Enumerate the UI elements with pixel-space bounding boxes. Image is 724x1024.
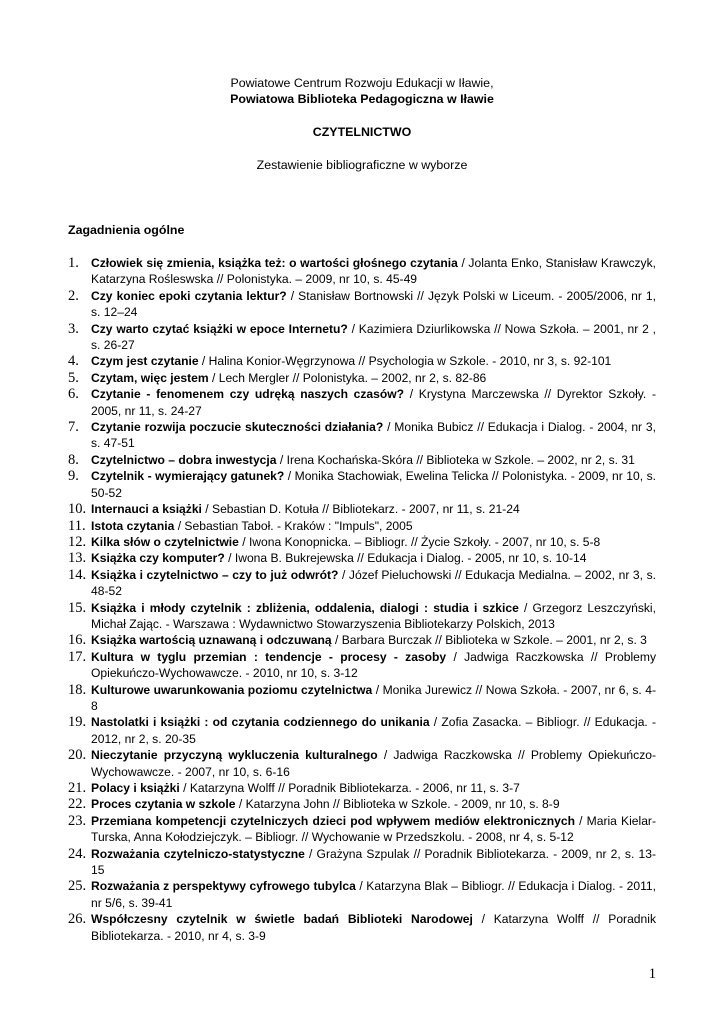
entry-number: 12. bbox=[68, 533, 87, 550]
entry-number: 19. bbox=[68, 714, 87, 731]
entry-title: Książka i młody czytelnik : zbliżenia, oddalenia, dialogi : studia i szkice bbox=[91, 600, 519, 615]
entry-number: 20. bbox=[68, 747, 87, 764]
entry-number: 2. bbox=[68, 287, 79, 304]
entry-title: Kilka słów o czytelnictwie bbox=[91, 534, 239, 549]
bibliography-entry bbox=[68, 813, 656, 846]
bibliography-entry bbox=[68, 386, 656, 419]
entry-details: / Katarzyna Blak – Bibliogr. // Edukacja i Dialog. - 2011, nr 5/6, s. 39-41 bbox=[91, 879, 656, 910]
entry-number: 18. bbox=[68, 681, 87, 698]
entry-details: / Grzegorz Leszczyński, Michał Zając. - Warszawa : Wydawnictwo Stowarzyszenia Bibliotekarzy Polskich, 2013 bbox=[91, 600, 656, 631]
bibliography-entry bbox=[68, 353, 656, 369]
entry-number: 4. bbox=[68, 353, 79, 370]
bibliography-entry bbox=[68, 649, 656, 682]
entry-title: Książka i czytelnictwo – czy to już odwrót? bbox=[91, 567, 339, 582]
entry-title: Proces czytania w szkole bbox=[91, 797, 236, 812]
bibliography-entry bbox=[68, 714, 656, 747]
entry-title: Czy warto czytać książki w epoce Internetu? bbox=[91, 321, 348, 336]
bibliography-entry bbox=[68, 550, 656, 566]
entry-title: Rozważania z perspektywy cyfrowego tubylca bbox=[91, 879, 356, 894]
entry-title: Czytanie rozwija poczucie skuteczności działania? bbox=[91, 420, 384, 435]
bibliography-entry bbox=[68, 534, 656, 550]
entry-number: 17. bbox=[68, 648, 87, 665]
entry-number: 8. bbox=[68, 451, 79, 468]
entry-details: / Jadwiga Raczkowska // Problemy Opiekuńczo-Wychowawcze. - 2010, nr 10, s. 3-12 bbox=[91, 649, 656, 681]
entry-title: Czytelnik - wymierający gatunek? bbox=[91, 469, 285, 484]
entry-details: / Stanisław Bortnowski // Język Polski w Liceum. - 2005/2006, nr 1, s. 12–24 bbox=[91, 288, 656, 320]
entry-number: 5. bbox=[68, 369, 79, 386]
entry-number: 23. bbox=[68, 812, 87, 829]
entry-number: 21. bbox=[68, 780, 87, 796]
bibliography-entry bbox=[68, 288, 656, 321]
entry-number: 16. bbox=[68, 632, 87, 649]
entry-details: / Sebastian Taboł. - Kraków : "Impuls", 2005 bbox=[174, 518, 413, 533]
entry-number: 11. bbox=[68, 517, 86, 534]
entry-title: Czym jest czytanie bbox=[91, 354, 199, 369]
bibliography-entry bbox=[68, 846, 656, 879]
entry-details: / Maria Kielar-Turska, Anna Kołodziejczyk. – Bibliogr. // Wychowanie w Przedszkolu. - 2008, nr 4, s. 5-12 bbox=[91, 813, 656, 845]
entry-number: 15. bbox=[68, 599, 87, 616]
entry-number: 10. bbox=[68, 501, 87, 518]
entry-details: / Lech Mergler // Polonistyka. – 2002, nr 2, s. 82-86 bbox=[208, 370, 487, 385]
entry-title: Człowiek się zmienia, książka też: o wartości głośnego czytania bbox=[91, 256, 458, 270]
entry-details: / Jolanta Enko, Stanisław Krawczyk, Katarzyna Rośleswska // Polonistyka. – 2009, nr 10, s. 45-49 bbox=[91, 256, 656, 287]
entry-details: / Sebastian D. Kotuła // Bibliotekarz. - 2007, nr 11, s. 21-24 bbox=[201, 502, 520, 517]
entry-details: / Halina Konior-Węgrzynowa // Psychologia w Szkole. - 2010, nr 3, s. 92-101 bbox=[198, 354, 612, 369]
entry-title: Polacy i książki bbox=[91, 781, 180, 795]
bibliography-entry bbox=[68, 419, 656, 452]
bibliography-entry bbox=[68, 370, 656, 386]
entry-details: / Katarzyna John // Biblioteka w Szkole. - 2009, nr 10, s. 8-9 bbox=[235, 797, 560, 812]
section-heading: Zagadnienia ogólne bbox=[68, 223, 185, 237]
entry-details: / Grażyna Szpulak // Poradnik Bibliotekarza. - 2009, nr 2, s. 13-15 bbox=[91, 846, 656, 878]
entry-title: Współczesny czytelnik w świetle badań Biblioteki Narodowej bbox=[91, 912, 473, 927]
bibliography-entry bbox=[68, 780, 656, 796]
entry-details: / Monika Bubicz // Edukacja i Dialog. - 2004, nr 3, s. 47-51 bbox=[91, 420, 656, 451]
document-subtitle: Zestawienie bibliograficzne w wyborze bbox=[256, 158, 468, 172]
entry-title: Rozważania czytelniczo-statystyczne bbox=[91, 846, 305, 861]
entry-title: Czytelnictwo – dobra inwestycja bbox=[91, 452, 277, 467]
entry-title: Czytanie - fenomenem czy udręką naszych czasów? bbox=[91, 387, 405, 402]
entry-title: Czy koniec epoki czytania lektur? bbox=[91, 288, 287, 303]
entry-title: Istota czytania bbox=[91, 518, 175, 533]
bibliography-entry bbox=[68, 567, 656, 600]
entry-number: 7. bbox=[68, 419, 79, 436]
entry-title: Kulturowe uwarunkowania poziomu czytelnictwa bbox=[91, 682, 373, 697]
bibliography-entry bbox=[68, 911, 656, 944]
bibliography-entry bbox=[68, 518, 656, 534]
entry-details: / Krystyna Marczewska // Dyrektor Szkoły. - 2005, nr 11, s. 24-27 bbox=[91, 387, 656, 418]
entry-details: / Irena Kochańska-Skóra // Biblioteka w Szkole. – 2002, nr 2, s. 31 bbox=[276, 452, 635, 467]
entry-details: / Iwona B. Bukrejewska // Edukacja i Dialog. - 2005, nr 10, s. 10-14 bbox=[224, 551, 587, 566]
entry-details: / Kazimiera Dziurlikowska // Nowa Szkoła. – 2001, nr 2 , s. 26-27 bbox=[91, 321, 656, 353]
entry-details: / Katarzyna Wolff // Poradnik Bibliotekarza. - 2010, nr 4, s. 3-9 bbox=[91, 912, 656, 943]
entry-details: / Józef Pieluchowski // Edukacja Medialna. – 2002, nr 3, s. 48-52 bbox=[91, 567, 656, 599]
entry-details: / Katarzyna Wolff // Poradnik Bibliotekarza. - 2006, nr 11, s. 3-7 bbox=[179, 781, 520, 795]
institution-line: Powiatowe Centrum Rozwoju Edukacji w Iławie, bbox=[230, 76, 494, 90]
bibliography-entry bbox=[68, 501, 656, 517]
bibliography-entry bbox=[68, 682, 656, 715]
entry-number: 22. bbox=[68, 796, 87, 813]
entry-number: 25. bbox=[68, 878, 87, 895]
entry-number: 6. bbox=[68, 386, 79, 403]
entry-title: Przemiana kompetencji czytelniczych dzieci pod wpływem mediów elektronicznych bbox=[91, 813, 575, 828]
entry-number: 13. bbox=[68, 550, 87, 567]
entry-number: 24. bbox=[68, 845, 87, 862]
bibliography-entry bbox=[68, 747, 656, 780]
document-title: CZYTELNICTWO bbox=[312, 125, 412, 139]
entry-number: 9. bbox=[68, 468, 79, 485]
entry-details: / Monika Jurewicz // Nowa Szkoła. - 2007, nr 6, s. 4-8 bbox=[91, 682, 656, 713]
entry-title: Czytam, więc jestem bbox=[91, 370, 209, 385]
entry-details: / Monika Stachowiak, Ewelina Telicka // Polonistyka. - 2009, nr 10, s. 50-52 bbox=[91, 469, 656, 500]
entry-title: Nastolatki i książki : od czytania codziennego do unikania bbox=[91, 715, 430, 730]
entry-title: Książka czy komputer? bbox=[91, 551, 225, 566]
bibliography-entry bbox=[68, 878, 656, 911]
entry-title: Kultura w tyglu przemian : tendencje - procesy - zasoby bbox=[91, 649, 447, 664]
entry-title: Książka wartością uznawaną i odczuwaną bbox=[91, 633, 332, 648]
entry-number: 3. bbox=[68, 320, 79, 337]
entry-details: / Jadwiga Raczkowska // Problemy Opiekuńczo-Wychowawcze. - 2007, nr 10, s. 6-16 bbox=[91, 748, 656, 779]
bibliography-entry bbox=[68, 468, 656, 501]
bibliography-entry bbox=[68, 321, 656, 354]
page-number: 1 bbox=[648, 966, 656, 982]
entry-details: / Zofia Zasacka. – Bibliogr. // Edukacja. - 2012, nr 2, s. 20-35 bbox=[91, 715, 656, 746]
entry-title: Internauci a książki bbox=[91, 502, 202, 517]
entry-details: / Iwona Konopnicka. – Bibliogr. // Życie Szkoły. - 2007, nr 10, s. 5-8 bbox=[238, 534, 601, 549]
bibliography-list bbox=[68, 255, 656, 944]
entry-number: 1. bbox=[68, 255, 79, 271]
bibliography-entry bbox=[68, 452, 656, 468]
entry-details: / Barbara Burczak // Biblioteka w Szkole. – 2001, nr 2, s. 3 bbox=[331, 633, 647, 648]
bibliography-entry bbox=[68, 600, 656, 633]
library-line: Powiatowa Biblioteka Pedagogiczna w Iławie bbox=[230, 92, 494, 106]
entry-number: 14. bbox=[68, 566, 87, 583]
entry-title: Nieczytanie przyczyną wykluczenia kulturalnego bbox=[91, 748, 378, 763]
bibliography-entry bbox=[68, 632, 656, 648]
bibliography-entry bbox=[68, 796, 656, 812]
bibliography-entry bbox=[68, 255, 656, 288]
entry-number: 26. bbox=[68, 911, 87, 928]
